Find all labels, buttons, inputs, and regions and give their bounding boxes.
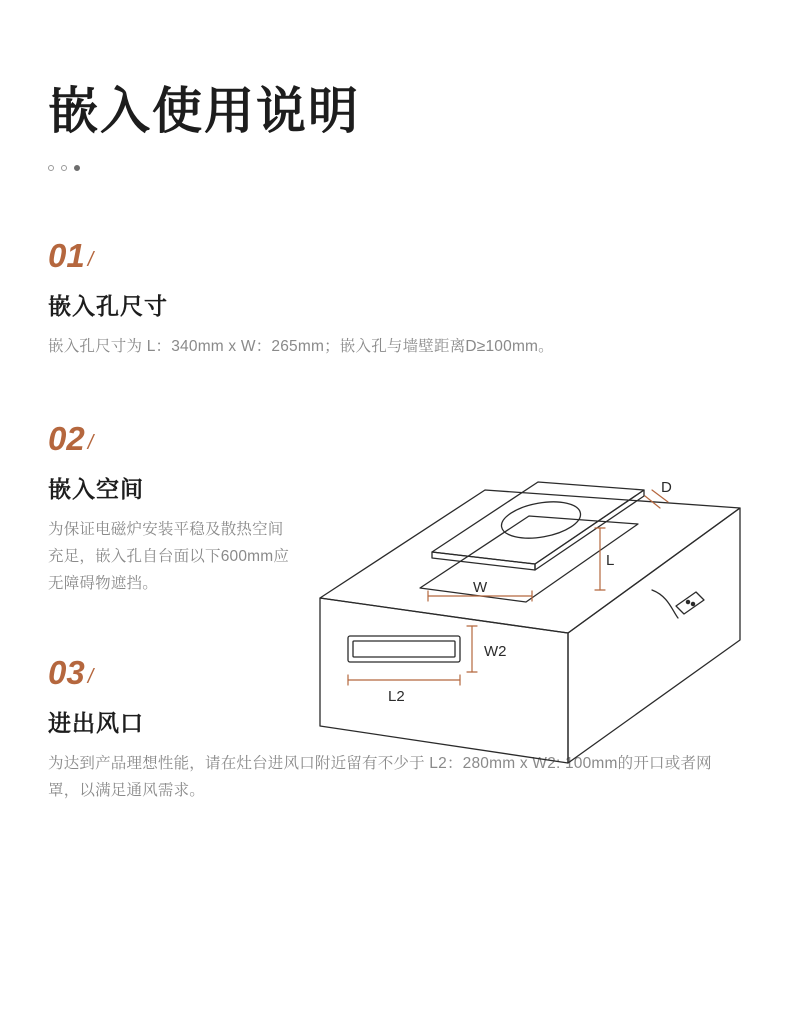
page-title: 嵌入使用说明: [48, 83, 360, 139]
section-title-01: 嵌入孔尺寸: [48, 293, 168, 319]
section-slash-03: /: [87, 665, 94, 688]
label-d: D: [661, 479, 672, 496]
section-title-03: 进出风口: [48, 709, 144, 736]
section-body-03: 为达到产品理想性能，请在灶台进风口附近留有不少于 L2：280mm x W2: 100mm的开口或者网罩，以满足通风需求。: [48, 754, 712, 799]
section-body-02: 为保证电磁炉安装平稳及散热空间充足，嵌入孔自台面以下600mm应无障碍物遮挡。: [48, 521, 290, 593]
cabinet-right-face: [568, 508, 740, 763]
label-w2: W2: [484, 643, 507, 660]
label-l2: L2: [388, 688, 405, 705]
hob-burner-circle: [499, 496, 584, 543]
section-number-01: 01 /: [48, 237, 94, 274]
cabinet-cooktop-diagram: [300, 468, 760, 798]
pagination-dots: [48, 163, 742, 173]
power-cord: [652, 590, 678, 618]
dot-2: [61, 165, 67, 171]
section-slash-01: /: [87, 249, 94, 271]
dot-3: [74, 165, 80, 171]
section-title-02: 嵌入空间: [48, 476, 144, 503]
socket-hole-1: [686, 600, 689, 603]
section-number-02: 02 /: [48, 420, 94, 458]
dot-1: [48, 165, 54, 171]
vent-slot-outer: [348, 636, 460, 662]
cabinet-top-face: [320, 490, 740, 633]
label-w: W: [473, 579, 488, 596]
socket-hole-2: [691, 602, 694, 605]
label-l: L: [606, 552, 615, 569]
section-slash-02: /: [87, 432, 94, 455]
vent-slot-inner: [353, 641, 455, 657]
section-embed-hole-size: [48, 239, 742, 360]
section-number-03: 03 /: [48, 653, 94, 691]
cooktop-glass-edge-front: [432, 552, 535, 570]
section-body-01: 嵌入孔尺寸为 L：340mm x W：265mm；嵌入孔与墙壁距离D≥100mm。: [48, 338, 554, 355]
